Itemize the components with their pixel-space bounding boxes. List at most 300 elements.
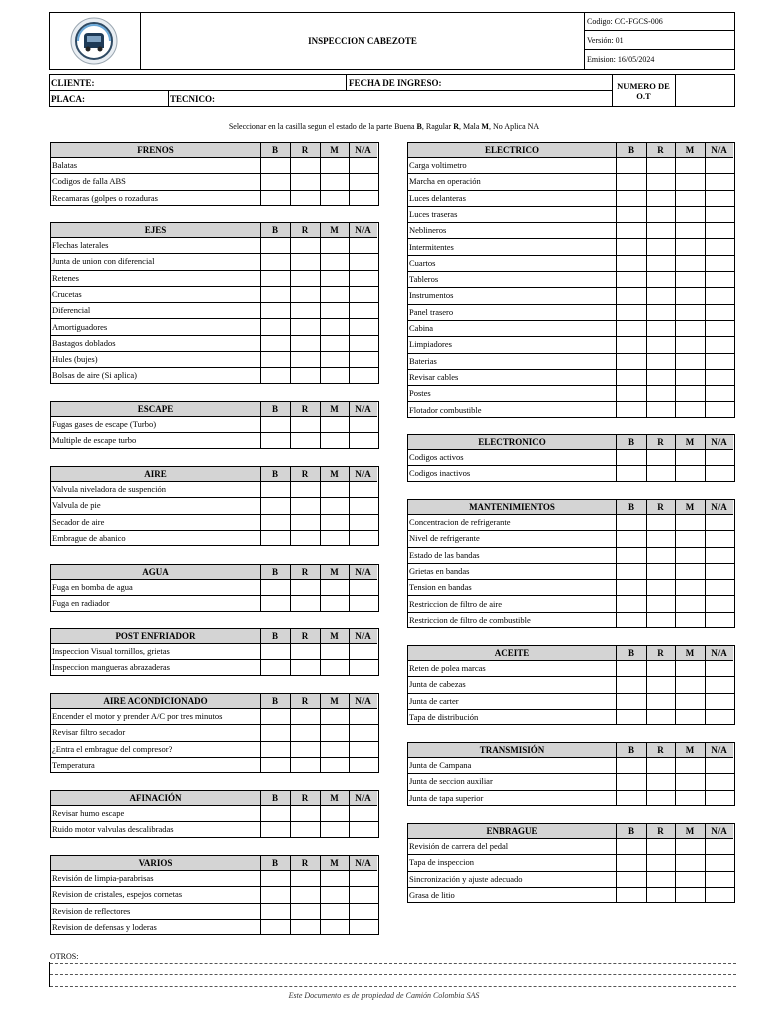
rating-cell-na[interactable] <box>705 613 733 629</box>
rating-cell-r[interactable] <box>290 320 320 335</box>
rating-cell-na[interactable] <box>705 386 733 401</box>
rating-cell-b[interactable] <box>260 887 290 902</box>
rating-cell-r[interactable] <box>646 354 675 369</box>
checklist-row <box>51 287 378 303</box>
rating-cell-r[interactable] <box>290 806 320 821</box>
rating-cell-r[interactable] <box>290 287 320 302</box>
rating-cell-b[interactable] <box>260 904 290 919</box>
otros-line-3[interactable] <box>50 986 736 987</box>
rating-cell-na[interactable] <box>349 725 377 740</box>
rating-cell-r[interactable] <box>646 272 675 287</box>
rating-cell-na[interactable] <box>349 158 377 173</box>
rating-cell-m[interactable] <box>320 904 349 919</box>
rating-cell-na[interactable] <box>705 256 733 271</box>
rating-cell-b[interactable] <box>260 254 290 269</box>
checklist-item-label: Restriccion de filtro de aire <box>409 598 502 609</box>
rating-cell-na[interactable] <box>705 872 733 887</box>
rating-cell-m[interactable] <box>320 822 349 838</box>
rating-cell-b[interactable] <box>260 498 290 513</box>
rating-cell-na[interactable] <box>705 531 733 546</box>
rating-cell-r[interactable] <box>290 336 320 351</box>
numero-ot-input[interactable] <box>677 76 733 105</box>
rating-cell-b[interactable] <box>616 466 646 482</box>
rating-cell-m[interactable] <box>320 887 349 902</box>
rating-cell-m[interactable] <box>320 531 349 547</box>
rating-cell-na[interactable] <box>705 597 733 612</box>
fecha-ingreso-input[interactable] <box>440 78 605 89</box>
rating-cell-b[interactable] <box>616 370 646 385</box>
rating-cell-r[interactable] <box>290 660 320 676</box>
rating-cell-na[interactable] <box>349 482 377 497</box>
rating-cell-r[interactable] <box>646 321 675 336</box>
rating-cell-r[interactable] <box>290 580 320 595</box>
rating-cell-b[interactable] <box>616 321 646 336</box>
rating-cell-b[interactable] <box>260 174 290 189</box>
rating-cell-m[interactable] <box>320 254 349 269</box>
rating-cell-m[interactable] <box>675 158 705 173</box>
rating-cell-m[interactable] <box>320 271 349 286</box>
rating-cell-r[interactable] <box>290 352 320 367</box>
rating-cell-na[interactable] <box>349 336 377 351</box>
rating-cell-na[interactable] <box>705 305 733 320</box>
rating-cell-b[interactable] <box>616 888 646 904</box>
rating-cell-m[interactable] <box>320 158 349 173</box>
rating-cell-r[interactable] <box>646 855 675 870</box>
rating-cell-na[interactable] <box>349 580 377 595</box>
rating-cell-na[interactable] <box>349 352 377 367</box>
rating-cell-r[interactable] <box>646 337 675 352</box>
rating-cell-b[interactable] <box>260 660 290 676</box>
rating-cell-r[interactable] <box>646 774 675 789</box>
rating-cell-m[interactable] <box>675 564 705 579</box>
rating-cell-m[interactable] <box>675 174 705 189</box>
rating-cell-b[interactable] <box>260 806 290 821</box>
rating-cell-b[interactable] <box>616 450 646 465</box>
rating-cell-na[interactable] <box>349 498 377 513</box>
rating-cell-na[interactable] <box>349 822 377 838</box>
rating-cell-b[interactable] <box>260 352 290 367</box>
column-header-b: B <box>271 404 278 414</box>
otros-line-2[interactable] <box>50 974 736 975</box>
rating-cell-r[interactable] <box>290 433 320 449</box>
rating-cell-b[interactable] <box>616 256 646 271</box>
rating-cell-r[interactable] <box>646 710 675 726</box>
rating-cell-b[interactable] <box>260 871 290 886</box>
rating-cell-na[interactable] <box>349 596 377 612</box>
rating-cell-m[interactable] <box>320 920 349 936</box>
rating-cell-r[interactable] <box>646 403 675 419</box>
rating-cell-b[interactable] <box>616 158 646 173</box>
rating-cell-b[interactable] <box>260 742 290 757</box>
rating-cell-r[interactable] <box>290 822 320 838</box>
rating-cell-r[interactable] <box>646 661 675 676</box>
rating-cell-r[interactable] <box>646 256 675 271</box>
rating-cell-na[interactable] <box>349 644 377 659</box>
cliente-input[interactable] <box>176 78 336 89</box>
rating-cell-na[interactable] <box>349 531 377 547</box>
rating-cell-b[interactable] <box>616 223 646 238</box>
rating-cell-na[interactable] <box>349 303 377 318</box>
rating-cell-b[interactable] <box>260 238 290 253</box>
rating-cell-na[interactable] <box>705 791 733 807</box>
checklist-row <box>408 370 734 386</box>
rating-cell-na[interactable] <box>705 370 733 385</box>
rating-cell-r[interactable] <box>646 597 675 612</box>
rating-cell-m[interactable] <box>675 758 705 773</box>
rating-cell-m[interactable] <box>320 742 349 757</box>
rating-cell-m[interactable] <box>320 336 349 351</box>
checklist-item-label: Flechas laterales <box>52 240 109 250</box>
rating-cell-na[interactable] <box>705 774 733 789</box>
rating-cell-m[interactable] <box>320 725 349 740</box>
rating-cell-b[interactable] <box>260 920 290 936</box>
rating-cell-r[interactable] <box>290 887 320 902</box>
rating-cell-b[interactable] <box>616 337 646 352</box>
checklist-item-label: Fuga en radiador <box>52 598 110 609</box>
rating-cell-na[interactable] <box>705 466 733 482</box>
otros-line-1[interactable] <box>50 963 736 964</box>
rating-cell-m[interactable] <box>675 613 705 629</box>
rating-cell-b[interactable] <box>616 580 646 595</box>
rating-cell-m[interactable] <box>675 207 705 222</box>
rating-cell-na[interactable] <box>705 272 733 287</box>
rating-cell-r[interactable] <box>290 709 320 724</box>
rating-cell-b[interactable] <box>616 515 646 530</box>
rating-cell-b[interactable] <box>616 354 646 369</box>
rating-cell-m[interactable] <box>675 872 705 887</box>
rating-cell-r[interactable] <box>290 158 320 173</box>
rating-cell-na[interactable] <box>349 806 377 821</box>
rating-cell-b[interactable] <box>260 303 290 318</box>
rating-cell-m[interactable] <box>675 677 705 692</box>
rating-cell-m[interactable] <box>675 450 705 465</box>
rating-cell-b[interactable] <box>260 515 290 530</box>
rating-cell-b[interactable] <box>616 694 646 709</box>
rating-cell-r[interactable] <box>290 758 320 774</box>
rating-cell-na[interactable] <box>349 887 377 902</box>
rating-cell-m[interactable] <box>675 337 705 352</box>
rating-cell-b[interactable] <box>616 661 646 676</box>
rating-cell-b[interactable] <box>616 839 646 854</box>
rating-cell-na[interactable] <box>349 758 377 774</box>
rating-cell-m[interactable] <box>320 191 349 207</box>
rating-cell-r[interactable] <box>646 386 675 401</box>
rating-cell-m[interactable] <box>320 482 349 497</box>
rating-cell-m[interactable] <box>320 709 349 724</box>
rating-cell-r[interactable] <box>646 548 675 563</box>
rating-cell-m[interactable] <box>320 644 349 659</box>
rating-cell-na[interactable] <box>705 580 733 595</box>
rating-cell-b[interactable] <box>616 548 646 563</box>
rating-cell-na[interactable] <box>349 920 377 936</box>
column-header-b: B <box>271 145 278 155</box>
rating-cell-na[interactable] <box>705 515 733 530</box>
rating-cell-m[interactable] <box>320 417 349 432</box>
rating-cell-b[interactable] <box>260 482 290 497</box>
rating-cell-m[interactable] <box>320 660 349 676</box>
rating-cell-b[interactable] <box>616 288 646 303</box>
rating-cell-b[interactable] <box>616 758 646 773</box>
rating-cell-na[interactable] <box>705 888 733 904</box>
rating-cell-b[interactable] <box>616 791 646 807</box>
rating-cell-na[interactable] <box>349 368 377 384</box>
rating-cell-r[interactable] <box>646 288 675 303</box>
rating-cell-m[interactable] <box>675 305 705 320</box>
rating-cell-m[interactable] <box>320 320 349 335</box>
rating-cell-m[interactable] <box>675 466 705 482</box>
rating-cell-b[interactable] <box>260 417 290 432</box>
rating-cell-m[interactable] <box>675 597 705 612</box>
rating-cell-b[interactable] <box>616 403 646 419</box>
rating-cell-m[interactable] <box>675 223 705 238</box>
rating-cell-m[interactable] <box>320 871 349 886</box>
rating-cell-m[interactable] <box>675 855 705 870</box>
rating-cell-na[interactable] <box>705 191 733 206</box>
rating-cell-b[interactable] <box>616 174 646 189</box>
rating-cell-r[interactable] <box>646 450 675 465</box>
rating-cell-r[interactable] <box>646 694 675 709</box>
rating-cell-b[interactable] <box>260 336 290 351</box>
rating-cell-r[interactable] <box>646 240 675 255</box>
rating-cell-m[interactable] <box>675 580 705 595</box>
rating-cell-m[interactable] <box>675 240 705 255</box>
rating-cell-na[interactable] <box>705 354 733 369</box>
rating-cell-na[interactable] <box>349 287 377 302</box>
rating-cell-m[interactable] <box>320 352 349 367</box>
rating-cell-na[interactable] <box>705 223 733 238</box>
checklist-item-label: Cabina <box>409 323 434 333</box>
rating-cell-m[interactable] <box>675 191 705 206</box>
rating-cell-na[interactable] <box>349 660 377 676</box>
rating-cell-r[interactable] <box>290 254 320 269</box>
rating-cell-r[interactable] <box>646 677 675 692</box>
rating-cell-r[interactable] <box>290 904 320 919</box>
rating-cell-na[interactable] <box>705 158 733 173</box>
rating-cell-r[interactable] <box>646 174 675 189</box>
rating-cell-m[interactable] <box>675 370 705 385</box>
rating-cell-r[interactable] <box>290 498 320 513</box>
rating-cell-r[interactable] <box>646 758 675 773</box>
rating-cell-m[interactable] <box>675 256 705 271</box>
rating-cell-b[interactable] <box>260 368 290 384</box>
rating-cell-m[interactable] <box>675 548 705 563</box>
rating-cell-na[interactable] <box>705 450 733 465</box>
rating-cell-r[interactable] <box>646 580 675 595</box>
column-header-m: M <box>330 793 339 803</box>
rating-cell-b[interactable] <box>260 644 290 659</box>
rating-cell-b[interactable] <box>616 855 646 870</box>
column-header-r: R <box>657 437 664 447</box>
rating-cell-m[interactable] <box>675 272 705 287</box>
rating-cell-r[interactable] <box>646 191 675 206</box>
rating-cell-m[interactable] <box>320 368 349 384</box>
rating-cell-na[interactable] <box>705 174 733 189</box>
rating-cell-b[interactable] <box>260 822 290 838</box>
rating-cell-m[interactable] <box>320 498 349 513</box>
rating-cell-r[interactable] <box>646 888 675 904</box>
rating-cell-m[interactable] <box>675 403 705 419</box>
rating-cell-r[interactable] <box>646 466 675 482</box>
rating-cell-r[interactable] <box>646 515 675 530</box>
rating-cell-r[interactable] <box>646 872 675 887</box>
rating-cell-b[interactable] <box>616 710 646 726</box>
tecnico-input[interactable] <box>225 94 605 105</box>
rating-cell-na[interactable] <box>705 677 733 692</box>
rating-cell-b[interactable] <box>260 580 290 595</box>
rating-cell-na[interactable] <box>349 417 377 432</box>
rating-cell-na[interactable] <box>349 271 377 286</box>
document-title: INSPECCION CABEZOTE <box>141 12 585 70</box>
rating-cell-m[interactable] <box>675 661 705 676</box>
checklist-row <box>408 774 734 790</box>
rating-cell-na[interactable] <box>349 174 377 189</box>
rating-cell-m[interactable] <box>320 758 349 774</box>
placa-input[interactable] <box>90 94 165 105</box>
rating-cell-b[interactable] <box>260 320 290 335</box>
rating-cell-r[interactable] <box>646 370 675 385</box>
rating-cell-m[interactable] <box>675 694 705 709</box>
rating-cell-na[interactable] <box>349 871 377 886</box>
checklist-item-label: Sincronización y ajuste adecuado <box>409 873 523 884</box>
rating-cell-na[interactable] <box>705 207 733 222</box>
rating-cell-m[interactable] <box>675 839 705 854</box>
rating-cell-m[interactable] <box>675 288 705 303</box>
rating-cell-b[interactable] <box>616 191 646 206</box>
rating-cell-r[interactable] <box>290 644 320 659</box>
rating-cell-r[interactable] <box>290 303 320 318</box>
rating-cell-b[interactable] <box>260 531 290 547</box>
rating-cell-m[interactable] <box>320 596 349 612</box>
rating-cell-b[interactable] <box>260 158 290 173</box>
column-header-m: M <box>330 696 339 706</box>
rating-cell-na[interactable] <box>349 238 377 253</box>
rating-cell-b[interactable] <box>616 272 646 287</box>
rating-cell-r[interactable] <box>290 596 320 612</box>
section-afinaci-n <box>50 790 379 838</box>
rating-cell-r[interactable] <box>290 238 320 253</box>
rating-cell-r[interactable] <box>290 482 320 497</box>
rating-cell-r[interactable] <box>290 417 320 432</box>
checklist-item-label: Revisión de limpia-parabrisas <box>52 873 154 883</box>
rating-cell-m[interactable] <box>320 433 349 449</box>
rating-cell-b[interactable] <box>616 207 646 222</box>
footer-text: Este Documento es de propiedad de Camión Colombia SAS <box>288 991 480 1000</box>
rating-cell-r[interactable] <box>646 839 675 854</box>
rating-cell-r[interactable] <box>290 271 320 286</box>
rating-cell-r[interactable] <box>290 871 320 886</box>
rating-cell-m[interactable] <box>675 321 705 336</box>
rating-cell-r[interactable] <box>646 791 675 807</box>
rating-cell-na[interactable] <box>705 661 733 676</box>
rating-cell-m[interactable] <box>675 774 705 789</box>
rating-cell-na[interactable] <box>349 742 377 757</box>
rating-cell-r[interactable] <box>646 531 675 546</box>
rating-cell-m[interactable] <box>675 791 705 807</box>
rating-cell-m[interactable] <box>320 580 349 595</box>
rating-cell-m[interactable] <box>320 238 349 253</box>
rating-cell-m[interactable] <box>675 888 705 904</box>
rating-cell-na[interactable] <box>705 710 733 726</box>
rating-cell-na[interactable] <box>705 564 733 579</box>
rating-cell-m[interactable] <box>320 515 349 530</box>
rating-cell-b[interactable] <box>260 596 290 612</box>
rating-cell-m[interactable] <box>675 354 705 369</box>
rating-cell-m[interactable] <box>675 515 705 530</box>
rating-cell-r[interactable] <box>290 515 320 530</box>
rating-cell-b[interactable] <box>616 240 646 255</box>
rating-cell-na[interactable] <box>349 904 377 919</box>
rating-cell-na[interactable] <box>705 855 733 870</box>
rating-cell-b[interactable] <box>260 433 290 449</box>
rating-cell-m[interactable] <box>675 386 705 401</box>
rating-cell-r[interactable] <box>646 564 675 579</box>
rating-cell-b[interactable] <box>616 774 646 789</box>
rating-cell-r[interactable] <box>290 742 320 757</box>
rating-cell-na[interactable] <box>705 758 733 773</box>
rating-cell-m[interactable] <box>320 806 349 821</box>
rating-cell-na[interactable] <box>349 191 377 207</box>
instruction-text: Seleccionar en la casilla segun el estado de la parte Buena B, Ragular R, Mala M, No Aplica NA <box>228 122 540 131</box>
rating-cell-r[interactable] <box>646 223 675 238</box>
checklist-row <box>51 433 378 449</box>
rating-cell-na[interactable] <box>705 321 733 336</box>
rating-cell-na[interactable] <box>349 709 377 724</box>
rating-cell-b[interactable] <box>616 564 646 579</box>
rating-cell-na[interactable] <box>705 839 733 854</box>
rating-cell-na[interactable] <box>349 320 377 335</box>
rating-cell-m[interactable] <box>675 531 705 546</box>
rating-cell-b[interactable] <box>260 709 290 724</box>
rating-cell-b[interactable] <box>616 597 646 612</box>
rating-cell-b[interactable] <box>616 613 646 629</box>
rating-cell-r[interactable] <box>646 207 675 222</box>
rating-cell-r[interactable] <box>290 920 320 936</box>
rating-cell-r[interactable] <box>290 191 320 207</box>
rating-cell-b[interactable] <box>260 287 290 302</box>
rating-cell-b[interactable] <box>616 386 646 401</box>
rating-cell-b[interactable] <box>616 305 646 320</box>
rating-cell-b[interactable] <box>260 191 290 207</box>
rating-cell-na[interactable] <box>349 515 377 530</box>
rating-cell-b[interactable] <box>616 531 646 546</box>
checklist-item-label: Flotador combustible <box>409 404 482 415</box>
rating-cell-b[interactable] <box>260 271 290 286</box>
rating-cell-r[interactable] <box>290 725 320 740</box>
rating-cell-r[interactable] <box>646 613 675 629</box>
rating-cell-b[interactable] <box>260 758 290 774</box>
rating-cell-na[interactable] <box>349 254 377 269</box>
rating-cell-na[interactable] <box>705 694 733 709</box>
rating-cell-r[interactable] <box>290 531 320 547</box>
rating-cell-m[interactable] <box>320 287 349 302</box>
rating-cell-na[interactable] <box>705 337 733 352</box>
rating-cell-m[interactable] <box>320 303 349 318</box>
rating-cell-b[interactable] <box>260 725 290 740</box>
rating-cell-na[interactable] <box>705 403 733 419</box>
rating-cell-na[interactable] <box>705 240 733 255</box>
rating-cell-na[interactable] <box>705 288 733 303</box>
rating-cell-m[interactable] <box>675 710 705 726</box>
rating-cell-r[interactable] <box>646 305 675 320</box>
rating-cell-b[interactable] <box>616 872 646 887</box>
rating-cell-r[interactable] <box>290 368 320 384</box>
rating-cell-na[interactable] <box>705 548 733 563</box>
rating-cell-r[interactable] <box>646 158 675 173</box>
rating-cell-b[interactable] <box>616 677 646 692</box>
rating-cell-m[interactable] <box>320 174 349 189</box>
rating-cell-na[interactable] <box>349 433 377 449</box>
rating-cell-r[interactable] <box>290 174 320 189</box>
